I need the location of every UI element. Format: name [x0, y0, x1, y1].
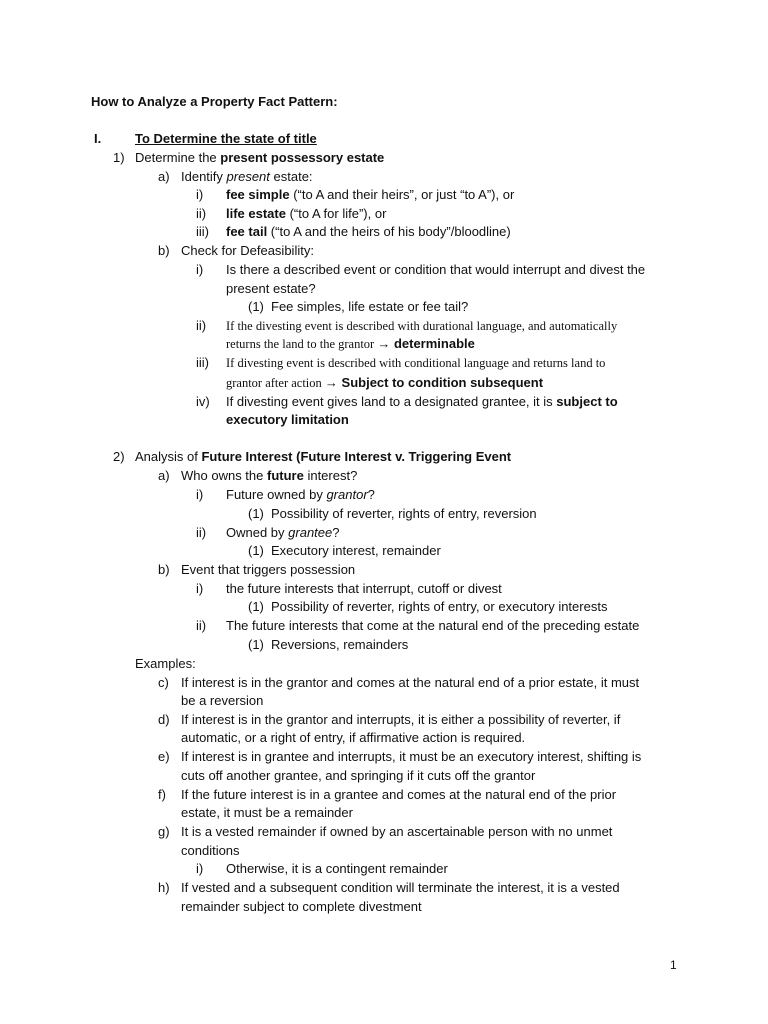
list-item: Event that triggers possession — [181, 562, 356, 577]
list-item-continuation: cuts off another grantee, and springing if it cuts off the grantor — [181, 768, 536, 783]
list-item-continuation: estate, it must be a remainder — [181, 805, 353, 820]
list-letter: b) — [158, 562, 170, 577]
list-item: If divesting event is described with conditional language and returns land to — [226, 356, 606, 370]
list-letter: d) — [158, 712, 170, 727]
list-item: the future interests that interrupt, cutoff or divest — [226, 581, 502, 596]
arrow-icon: → — [377, 336, 391, 351]
list-item-continuation: conditions — [181, 843, 240, 858]
list-item: Reversions, remainders — [271, 637, 409, 652]
list-roman: ii) — [196, 206, 207, 221]
list-roman: i) — [196, 487, 204, 502]
list-roman: i) — [196, 187, 204, 202]
list-item: Identify present estate: — [181, 169, 313, 184]
arrow-icon: → — [324, 375, 338, 390]
list-item: If vested and a subsequent condition will terminate the interest, it is a vested — [181, 880, 620, 895]
list-item: Who owns the future interest? — [181, 468, 358, 483]
list-item: Future owned by grantor? — [226, 487, 375, 502]
list-item: It is a vested remainder if owned by an ascertainable person with no unmet — [181, 824, 613, 839]
list-letter: a) — [158, 468, 170, 483]
list-item: Is there a described event or condition that would interrupt and divest the — [226, 262, 646, 277]
list-item-continuation: grantor after action → Subject to condition subsequent — [226, 375, 544, 390]
list-item: fee tail (“to A and the heirs of his body”/bloodline) — [226, 224, 511, 239]
list-roman: iii) — [196, 224, 209, 239]
examples-label: Examples: — [135, 656, 196, 671]
list-roman: ii) — [196, 525, 207, 540]
list-item-continuation: present estate? — [226, 281, 316, 296]
list-item: fee simple (“to A and their heirs”, or just “to A”), or — [226, 187, 515, 202]
list-item: If the future interest is in a grantee and comes at the natural end of the prior — [181, 787, 617, 802]
list-roman: ii) — [196, 318, 207, 333]
section-heading: To Determine the state of title — [135, 131, 317, 146]
list-sub-number: (1) — [248, 506, 264, 521]
list-number: 2) — [113, 449, 125, 464]
list-item: If the divesting event is described with durational language, and automatically — [226, 319, 618, 333]
list-item: life estate (“to A for life”), or — [226, 206, 387, 221]
list-item: If divesting event gives land to a designated grantee, it is subject to — [226, 394, 618, 409]
list-item: Check for Defeasibility: — [181, 243, 314, 258]
list-item: Fee simples, life estate or fee tail? — [271, 299, 469, 314]
list-item-continuation: automatic, or a right of entry, if affirmative action is required. — [181, 730, 526, 745]
list-item: Possibility of reverter, rights of entry, or executory interests — [271, 599, 608, 614]
list-item-continuation: executory limitation — [226, 412, 349, 427]
list-roman: iii) — [196, 355, 209, 370]
list-letter: g) — [158, 824, 170, 839]
list-roman: iv) — [196, 394, 210, 409]
list-item-continuation: returns the land to the grantor → determinable — [226, 336, 475, 351]
list-item: Possibility of reverter, rights of entry, reversion — [271, 506, 537, 521]
list-item: If interest is in the grantor and interrupts, it is either a possibility of reverter, if — [181, 712, 621, 727]
list-sub-number: (1) — [248, 543, 264, 558]
list-item: Otherwise, it is a contingent remainder — [226, 861, 448, 876]
list-sub-number: (1) — [248, 299, 264, 314]
list-number: 1) — [113, 150, 125, 165]
list-letter: a) — [158, 169, 170, 184]
list-roman: i) — [196, 581, 204, 596]
section-number: I. — [94, 131, 102, 146]
list-item: The future interests that come at the natural end of the preceding estate — [226, 618, 640, 633]
list-item: If interest is in grantee and interrupts, it must be an executory interest, shifting is — [181, 749, 642, 764]
document-title: How to Analyze a Property Fact Pattern: — [91, 94, 338, 109]
list-roman: i) — [196, 861, 204, 876]
list-letter: f) — [158, 787, 166, 802]
list-item: Executory interest, remainder — [271, 543, 441, 558]
list-sub-number: (1) — [248, 599, 264, 614]
list-roman: ii) — [196, 618, 207, 633]
list-item: Analysis of Future Interest (Future Interest v. Triggering Event — [135, 449, 512, 464]
list-letter: h) — [158, 880, 170, 895]
list-item: If interest is in the grantor and comes at the natural end of a prior estate, it must — [181, 675, 640, 690]
list-letter: e) — [158, 749, 170, 764]
list-sub-number: (1) — [248, 637, 264, 652]
list-item-continuation: remainder subject to complete divestment — [181, 899, 422, 914]
list-item-continuation: be a reversion — [181, 693, 264, 708]
list-letter: b) — [158, 243, 170, 258]
list-item: Determine the present possessory estate — [135, 150, 385, 165]
list-roman: i) — [196, 262, 204, 277]
list-letter: c) — [158, 675, 169, 690]
list-item: Owned by grantee? — [226, 525, 340, 540]
page-number: 1 — [670, 958, 677, 972]
